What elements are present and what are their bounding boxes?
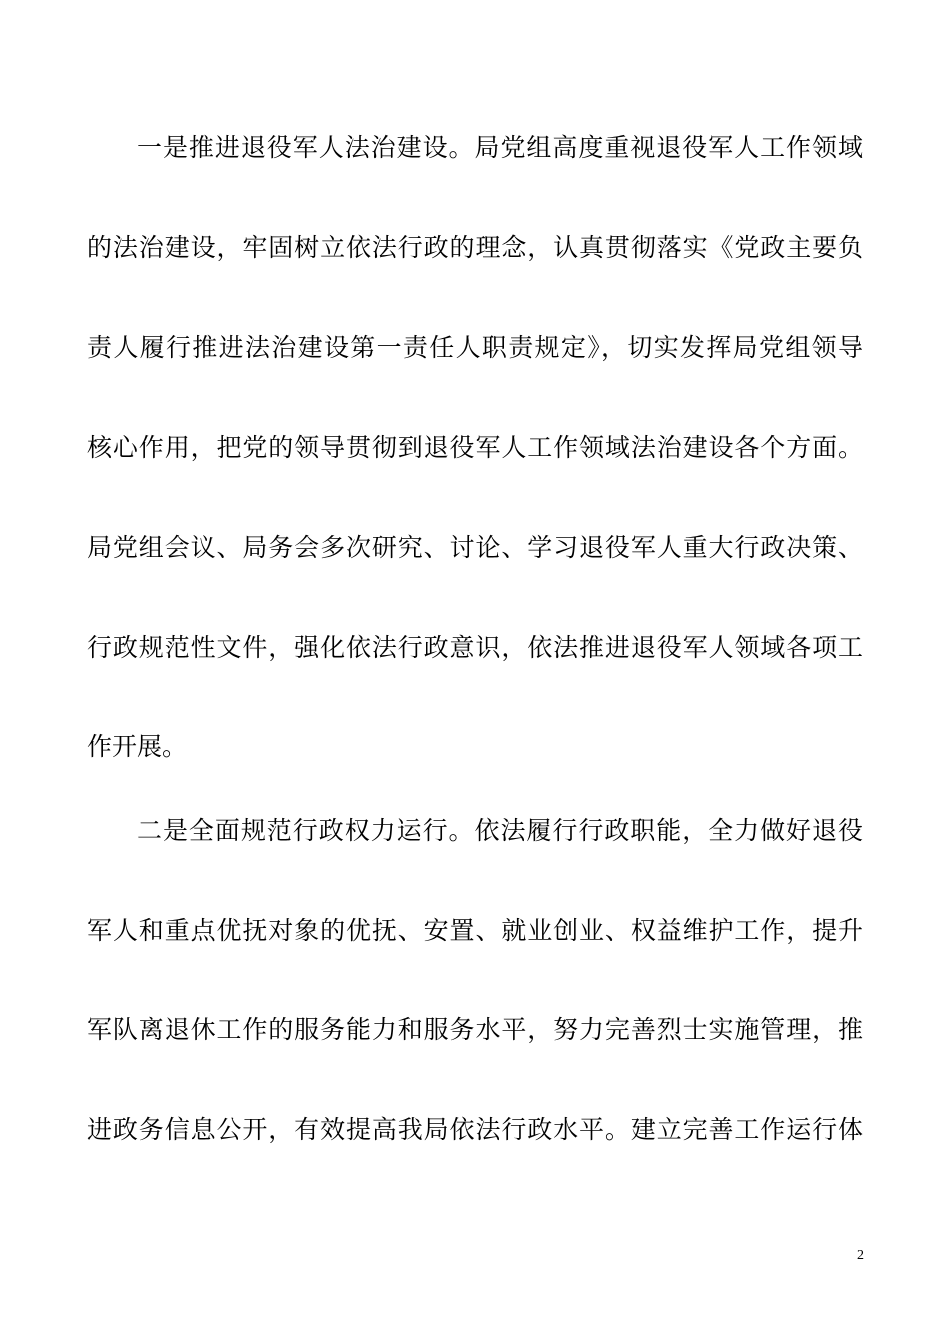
paragraph-1-line-7: 作开展。 [87, 732, 188, 761]
paragraph-1-line-4: 核心作用，把党的领导贯彻到退役军人工作领域法治建设各个方面。 [87, 433, 863, 462]
paragraph-1-line-1: 一是推进退役军人法治建设。局党组高度重视退役军人工作领域 [137, 133, 863, 162]
paragraph-2-line-2: 军人和重点优抚对象的优抚、安置、就业创业、权益维护工作，提升 [87, 916, 863, 945]
paragraph-2-line-3: 军队离退休工作的服务能力和服务水平，努力完善烈士实施管理，推 [87, 1015, 863, 1044]
paragraph-1-line-2: 的法治建设，牢固树立依法行政的理念，认真贯彻落实《党政主要负 [87, 233, 863, 262]
paragraph-2-line-4: 进政务信息公开，有效提高我局依法行政水平。建立完善工作运行体 [87, 1115, 863, 1144]
paragraph-1-line-5: 局党组会议、局务会多次研究、讨论、学习退役军人重大行政决策、 [87, 533, 863, 562]
paragraph-2-line-1: 二是全面规范行政权力运行。依法履行行政职能，全力做好退役 [137, 816, 863, 845]
paragraph-1-line-6: 行政规范性文件，强化依法行政意识，依法推进退役军人领域各项工 [87, 633, 863, 662]
paragraph-1-line-3: 责人履行推进法治建设第一责任人职责规定》，切实发挥局党组领导 [87, 333, 863, 362]
page-number: 2 [857, 1248, 864, 1263]
